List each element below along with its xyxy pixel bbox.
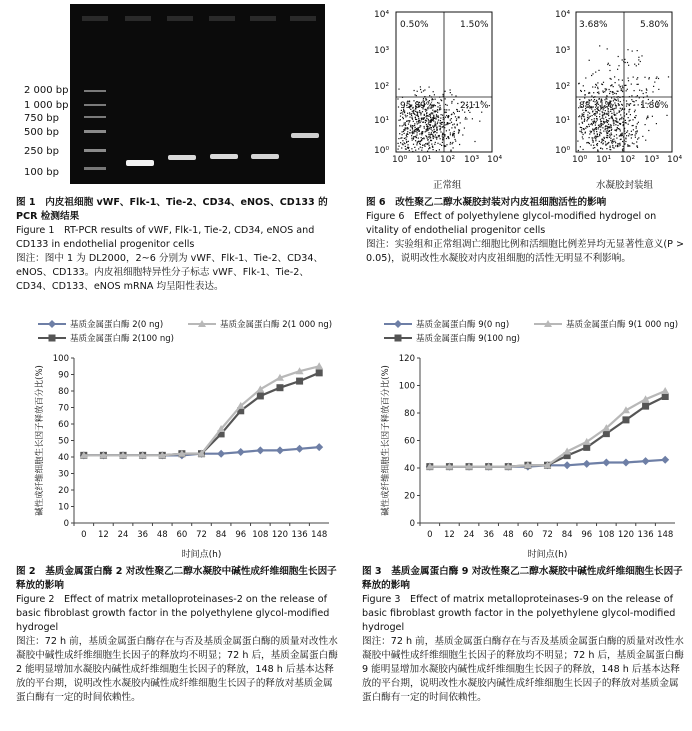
legend-label: 基质金属蛋白酶 9(0 ng): [416, 320, 510, 330]
x-tick-label: 72: [196, 530, 207, 540]
y-tick: 10⁰: [374, 146, 390, 156]
data-point: [256, 446, 264, 454]
data-point: [257, 392, 264, 399]
y-tick: 10³: [374, 46, 390, 56]
caption-cn: 图 6 改性聚乙二醇水凝胶封装对内皮祖细胞活性的影响: [366, 197, 607, 208]
flow-panel-hydrogel: [576, 12, 672, 152]
data-point: [315, 443, 323, 451]
x-tick-label: 12: [444, 530, 455, 540]
data-point: [602, 459, 610, 467]
x-tick-label: 36: [483, 530, 495, 540]
caption-cn: 图 1 内皮祖细胞 vWF、Flk-1、Tie-2、CD34、eNOS、CD133 的 PCR 检测结果: [16, 197, 328, 222]
quadrant-lr: 1.80%: [640, 101, 669, 111]
y-tick: 10¹: [555, 116, 571, 126]
caption-en: Figure 6 Effect of polyethylene glycol-modified hydrogel on vitality of endothelial progenitor cells: [366, 211, 657, 236]
data-point: [642, 403, 649, 410]
quadrant-lr: 2.11%: [460, 101, 489, 111]
figure-6-caption: [366, 196, 686, 266]
x-tick-label: 120: [271, 530, 289, 540]
x-tick-label: 60: [176, 530, 188, 540]
series-line: [84, 366, 319, 455]
data-point: [583, 444, 590, 451]
caption-note: 图注：图中 1 为 DL2000，2~6 分别为 vWF、Flk-1、Tie-2、CD34、eNOS、CD133。内皮祖细胞特异性分子标志 vWF、Flk-1、Tie-2、CD34、CD133、eNOS mRNA 均呈阳性表达。: [16, 253, 324, 292]
data-point: [622, 416, 629, 423]
panel-label-hydrogel: 水凝胶封装组: [596, 180, 654, 191]
y-tick-label: 70: [58, 403, 69, 414]
data-point: [662, 393, 669, 400]
y-tick: 10³: [555, 46, 571, 56]
x-tick: 10⁰: [572, 155, 588, 165]
y-tick-label: 10: [58, 502, 69, 513]
data-point: [603, 430, 610, 437]
x-tick: 10¹: [416, 155, 432, 165]
legend-label: 基质金属蛋白酶 2(1 000 ng): [220, 320, 333, 330]
quadrant-ur: 5.80%: [640, 20, 669, 30]
x-tick: 10⁴: [667, 155, 683, 165]
legend-label: 基质金属蛋白酶 9(1 000 ng): [566, 320, 679, 330]
data-point: [276, 446, 284, 454]
data-point: [296, 378, 303, 385]
x-tick-label: 148: [657, 530, 674, 540]
data-point: [237, 448, 245, 456]
data-point: [642, 457, 650, 465]
x-axis-label: 时间点(h): [527, 550, 568, 560]
y-tick-label: 40: [404, 464, 415, 474]
x-tick-label: 108: [252, 530, 269, 540]
caption-note: 图注：实验组和正常组凋亡细胞比例和活细胞比例差异均无显著性意义(P > 0.05)，说明改性水凝胶对内皮祖细胞的活性无明显不利影响。: [366, 239, 685, 264]
y-tick-label: 100: [398, 381, 415, 392]
data-point: [296, 445, 304, 453]
y-tick-label: 20: [58, 486, 69, 496]
gel-image: [70, 4, 325, 184]
x-tick-label: 108: [598, 530, 615, 540]
data-point: [583, 460, 591, 468]
x-tick-label: 120: [617, 530, 635, 540]
y-tick-label: 0: [63, 519, 69, 529]
x-tick-label: 84: [561, 530, 573, 540]
figure-2-chart: [16, 318, 341, 563]
x-tick: 10⁴: [487, 155, 503, 165]
y-axis-label: 碱性成纤维细胞生长因子释放百分比(%): [381, 365, 391, 516]
data-point: [316, 369, 323, 376]
x-tick-label: 48: [502, 530, 514, 540]
x-tick-label: 72: [542, 530, 553, 540]
y-tick-label: 60: [58, 420, 69, 430]
y-tick-label: 50: [58, 436, 69, 447]
figure-1-caption: [16, 196, 341, 294]
y-tick-label: 80: [58, 387, 69, 397]
x-tick-label: 24: [117, 530, 129, 540]
y-tick: 10⁴: [374, 10, 390, 20]
y-tick-label: 0: [409, 519, 415, 529]
data-point: [276, 384, 283, 391]
flow-panel-normal: [396, 12, 492, 152]
legend-marker: [48, 320, 56, 328]
x-tick-label: 96: [581, 530, 593, 540]
data-point: [661, 456, 669, 464]
x-tick-label: 0: [427, 530, 433, 540]
y-tick: 10²: [374, 82, 390, 92]
y-tick: 10¹: [374, 116, 390, 126]
y-tick-label: 100: [52, 354, 69, 364]
y-tick-label: 120: [398, 354, 415, 364]
quadrant-ll: 95.89%: [400, 101, 435, 111]
ladder-label: 100 bp: [24, 167, 59, 178]
quadrant-ur: 1.50%: [460, 20, 489, 30]
caption-cn: 图 2 基质金属蛋白酶 2 对改性聚乙二醇水凝胶中碱性成纤维细胞生长因子释放的影响: [16, 566, 337, 591]
series-line: [84, 373, 319, 456]
figure-2-caption: [16, 565, 341, 705]
caption-en: Figure 3 Effect of matrix metalloproteinases-9 on the release of basic fibroblast growth factor in the polyethylene glycol-modified hydrogel: [362, 594, 676, 633]
legend-label: 基质金属蛋白酶 2(100 ng): [70, 334, 174, 344]
x-tick: 10¹: [596, 155, 612, 165]
y-tick-label: 80: [404, 409, 415, 419]
x-tick-label: 0: [81, 530, 87, 540]
figure-3-caption: [362, 565, 687, 705]
figure-3-chart: [362, 318, 687, 563]
x-axis-label: 时间点(h): [181, 550, 222, 560]
x-tick: 10²: [440, 155, 456, 165]
data-point: [315, 362, 323, 369]
x-tick-label: 12: [98, 530, 109, 540]
caption-note: 图注：72 h 前，基质金属蛋白酶存在与否及基质金属蛋白酶的质量对改性水凝胶中碱性成纤维细胞生长因子的释放均不明显；72 h 后，基质金属蛋白酶 9 能明显增加水凝胶内碱性成纤维细胞生长因子的释放，148 h 后基本达释放的平台期，说明改性水凝胶内碱性成纤维细胞生长因子的释放对基质金属蛋白酶有一定的时间依赖性。: [362, 636, 684, 703]
x-tick-label: 84: [215, 530, 227, 540]
x-tick-label: 148: [311, 530, 328, 540]
caption-note: 图注：72 h 前，基质金属蛋白酶存在与否及基质金属蛋白酶的质量对改性水凝胶中碱性成纤维细胞生长因子的释放均不明显；72 h 后，基质金属蛋白酶 2 能明显增加水凝胶内碱性成纤维细胞生长因子的释放，148 h 后基本达释放的平台期，说明改性水凝胶内碱性成纤维细胞生长因子的释放对基质金属蛋白酶有一定的时间依赖性。: [16, 636, 338, 703]
ladder-label: 750 bp: [24, 113, 59, 124]
x-tick-label: 24: [463, 530, 475, 540]
quadrant-ll: 88.71%: [579, 101, 614, 111]
x-tick-label: 60: [522, 530, 534, 540]
y-tick: 10⁴: [555, 10, 571, 20]
data-point: [661, 387, 669, 394]
caption-en: Figure 2 Effect of matrix metalloproteinases-2 on the release of basic fibroblast growth factor in the polyethylene glycol-modified hydrogel: [16, 594, 330, 633]
x-tick: 10²: [620, 155, 636, 165]
x-tick-label: 36: [137, 530, 149, 540]
ladder-label: 250 bp: [24, 146, 59, 157]
x-tick: 10³: [644, 155, 660, 165]
data-point: [622, 459, 630, 467]
caption-cn: 图 3 基质金属蛋白酶 9 对改性聚乙二醇水凝胶中碱性成纤维细胞生长因子释放的影响: [362, 566, 683, 591]
x-tick-label: 136: [291, 530, 308, 540]
x-tick-label: 48: [156, 530, 168, 540]
y-tick-label: 90: [58, 370, 69, 381]
series-line: [430, 391, 665, 467]
ladder-label: 500 bp: [24, 127, 59, 138]
ladder-label: 2 000 bp: [24, 85, 69, 96]
ladder-label: 1 000 bp: [24, 100, 69, 111]
y-tick-label: 20: [404, 491, 415, 502]
x-tick: 10⁰: [392, 155, 408, 165]
legend-marker: [394, 320, 402, 328]
panel-label-normal: 正常组: [433, 180, 462, 191]
legend-marker: [395, 335, 402, 342]
y-tick-label: 30: [58, 469, 69, 480]
legend-label: 基质金属蛋白酶 2(0 ng): [70, 320, 164, 330]
quadrant-ul: 0.50%: [400, 20, 429, 30]
data-point: [217, 450, 225, 458]
y-tick-label: 40: [58, 453, 69, 463]
y-tick-label: 60: [404, 436, 415, 447]
legend-label: 基质金属蛋白酶 9(100 ng): [416, 334, 520, 344]
data-point: [563, 461, 571, 469]
x-tick: 10³: [464, 155, 480, 165]
x-tick-label: 96: [235, 530, 247, 540]
y-tick: 10²: [555, 82, 571, 92]
y-axis-label: 碱性成纤维细胞生长因子释放百分比(%): [35, 365, 45, 516]
x-tick-label: 136: [637, 530, 654, 540]
y-tick: 10⁰: [555, 146, 571, 156]
legend-marker: [49, 335, 56, 342]
quadrant-ul: 3.68%: [579, 20, 608, 30]
caption-en: Figure 1 RT-PCR results of vWF, Flk-1, Tie-2, CD34, eNOS and CD133 in endothelial progenitor cells: [16, 225, 315, 250]
